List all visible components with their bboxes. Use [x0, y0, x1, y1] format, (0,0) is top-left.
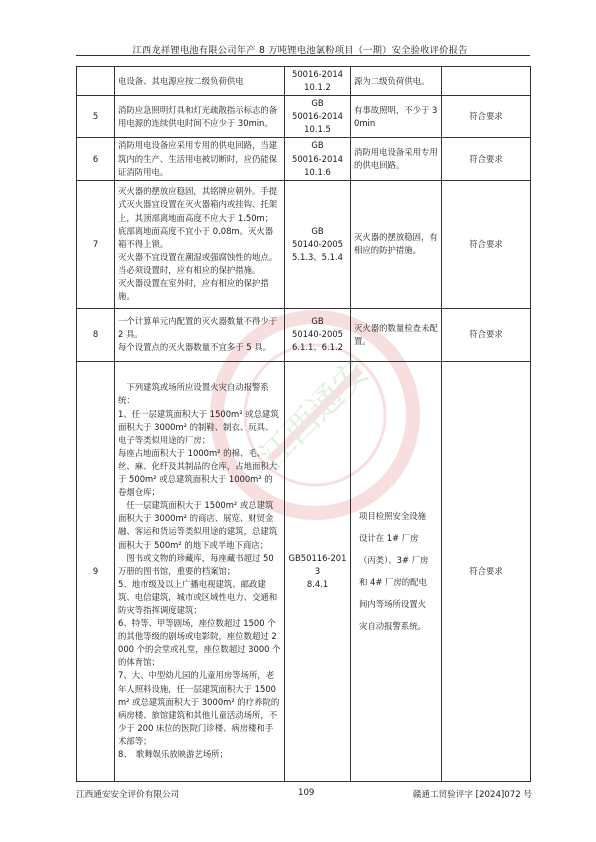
row-number: 9 — [77, 361, 115, 781]
requirement-content — [115, 308, 285, 361]
requirement-paragraph: 7、大、中型幼儿园的儿童用房等场所，老年人照料设施，任一层建筑面积大于 1500m² 或总建筑面积大于 3000m² 的疗养院的病房楼、旅馆建筑和其他儿童活动场所，不少于 200 床位的医院门诊楼、病房楼和手术部等； — [118, 670, 280, 746]
conclusion: 符合要求 — [442, 361, 531, 781]
inspection-result: 灭火器的摆放稳固，有相应的防护措施。 — [351, 180, 442, 308]
table-row — [77, 67, 531, 96]
requirement-content — [115, 361, 285, 781]
table-row — [77, 180, 531, 308]
inspection-result: 有事故照明，不少于 30min — [351, 96, 442, 138]
row-number — [77, 67, 115, 96]
header-divider — [76, 55, 530, 56]
standard-basis: GB 50140-2005 5.1.3、5.1.4 — [285, 180, 351, 308]
requirement-paragraph: 一个计算单元内配置的灭火器数量不得少于 2 具。 — [118, 316, 278, 340]
row-number: 5 — [77, 96, 115, 138]
requirement-paragraph: 1、任一层建筑面积大于 1500m² 或总建筑面积大于 3000m² 的制鞋、制衣、玩具、电子等类似用途的厂房； — [118, 408, 279, 445]
conclusion — [442, 67, 531, 96]
table-row — [77, 96, 531, 138]
page-header-title: 江西龙祥锂电池有限公司年产 8 万吨锂电池氯粉项目（一期）安全验收评价报告 — [132, 45, 468, 56]
row-number: 6 — [77, 138, 115, 180]
table-row — [77, 308, 531, 361]
requirement-paragraph: 灭火器不宜设置在潮湿或强腐蚀性的地点。当必须设置时，应有相应的保护措施。 — [118, 251, 278, 275]
standard-basis: GB 50016-2014 10.1.6 — [285, 138, 351, 180]
requirement-paragraph: 电设备、其电源应按二级负荷供电 — [118, 75, 244, 86]
standard-basis: 50016-2014 10.1.2 — [285, 67, 351, 96]
table-row — [77, 361, 531, 781]
conclusion: 符合要求 — [442, 308, 531, 361]
standard-basis: GB 50140-2005 6.1.1、6.1.2 — [285, 308, 351, 361]
conclusion: 符合要求 — [442, 96, 531, 138]
compliance-table — [76, 66, 531, 782]
requirement-paragraph: 6、特等、甲等剧场，座位数超过 1500 个的其他等级的剧场或电影院，座位数超过 2000 个的会堂或礼堂，座位数超过 3000 个的体育馆； — [118, 618, 281, 668]
footer-page-number: 109 — [298, 788, 315, 798]
requirement-content — [115, 67, 285, 96]
row-number: 8 — [77, 308, 115, 361]
requirement-paragraph: 任一层建筑面积大于 1500m² 或总建筑面积大于 3000m² 的商店、展览、财贸金融、客运和货运等类似用途的建筑，总建筑面积大于 500m² 的地下或半地下商店； — [118, 500, 278, 550]
table-row — [77, 138, 531, 180]
requirement-content — [115, 138, 285, 180]
requirement-paragraph: 下列建筑或场所应设置火灾自动报警系统： — [118, 382, 269, 406]
requirement-paragraph: 图书或文物的珍藏库，每座藏书超过 50 万册的图书馆，重要的档案馆； — [118, 552, 274, 576]
requirement-paragraph: 5、地市级及以上广播电视建筑、邮政建筑、电信建筑，城市或区域性电力、交通和防灾等指挥调度建筑； — [118, 578, 278, 615]
requirement-paragraph: 灭火器的摆放应稳固，其铭牌应朝外。手提式灭火器宜设置在灭火器箱内或挂钩、托架上，其顶部离地面高度不应大于 1.50m；底部离地面高度不宜小于 0.08m。灭火器箱不得上锁。 — [118, 186, 278, 249]
requirement-content — [115, 180, 285, 308]
standard-basis: GB50116-201 3 8.4.1 — [285, 361, 351, 781]
requirement-paragraph: 消防应急照明灯具和灯光疏散指示标志的备用电源的连续供电时间不应少于 30min。 — [118, 104, 278, 128]
requirement-paragraph: 每个设置点的灭火器数量不宜多于 5 具。 — [118, 342, 272, 353]
requirement-content — [115, 96, 285, 138]
row-number: 7 — [77, 180, 115, 308]
svg-text:江西通安: 江西通安 — [252, 352, 377, 477]
standard-basis: GB 50016-2014 10.1.5 — [285, 96, 351, 138]
footer-company: 江西通安安全评价有限公司 — [76, 790, 180, 800]
requirement-paragraph: 消防用电设备应采用专用的供电回路，当建筑内的生产、生活用电被切断时，应仍能保证消防用电。 — [118, 140, 278, 177]
footer-report-number: 赣通工贸验评字 [2024]072 号 — [412, 790, 532, 800]
inspection-result: 灭火器的数量检查未配置。 — [351, 308, 442, 361]
conclusion: 符合要求 — [442, 180, 531, 308]
inspection-result: 消防用电设备采用专用的供电回路。 — [351, 138, 442, 180]
requirement-paragraph: 每座占地面积大于 1000m² 的棉、毛、丝、麻、化纤及其制品的仓库，占地面积大于 500m² 或总建筑面积大于 1000m² 的卷烟仓库； — [118, 447, 278, 498]
requirement-paragraph: 8、 歌舞娱乐放映游艺场所； — [118, 749, 229, 760]
inspection-result: 项目检照安全设施设计在 1# 厂房（丙类）、3# 厂房和 4# 厂房的配电间内等场所设置火灾自动报警系统。 — [351, 361, 442, 781]
inspection-result: 源为二级负荷供电。 — [351, 67, 442, 96]
requirement-paragraph: 灭火器设置在室外时，应有相应的保护措施。 — [118, 277, 269, 302]
conclusion: 符合要求 — [442, 138, 531, 180]
